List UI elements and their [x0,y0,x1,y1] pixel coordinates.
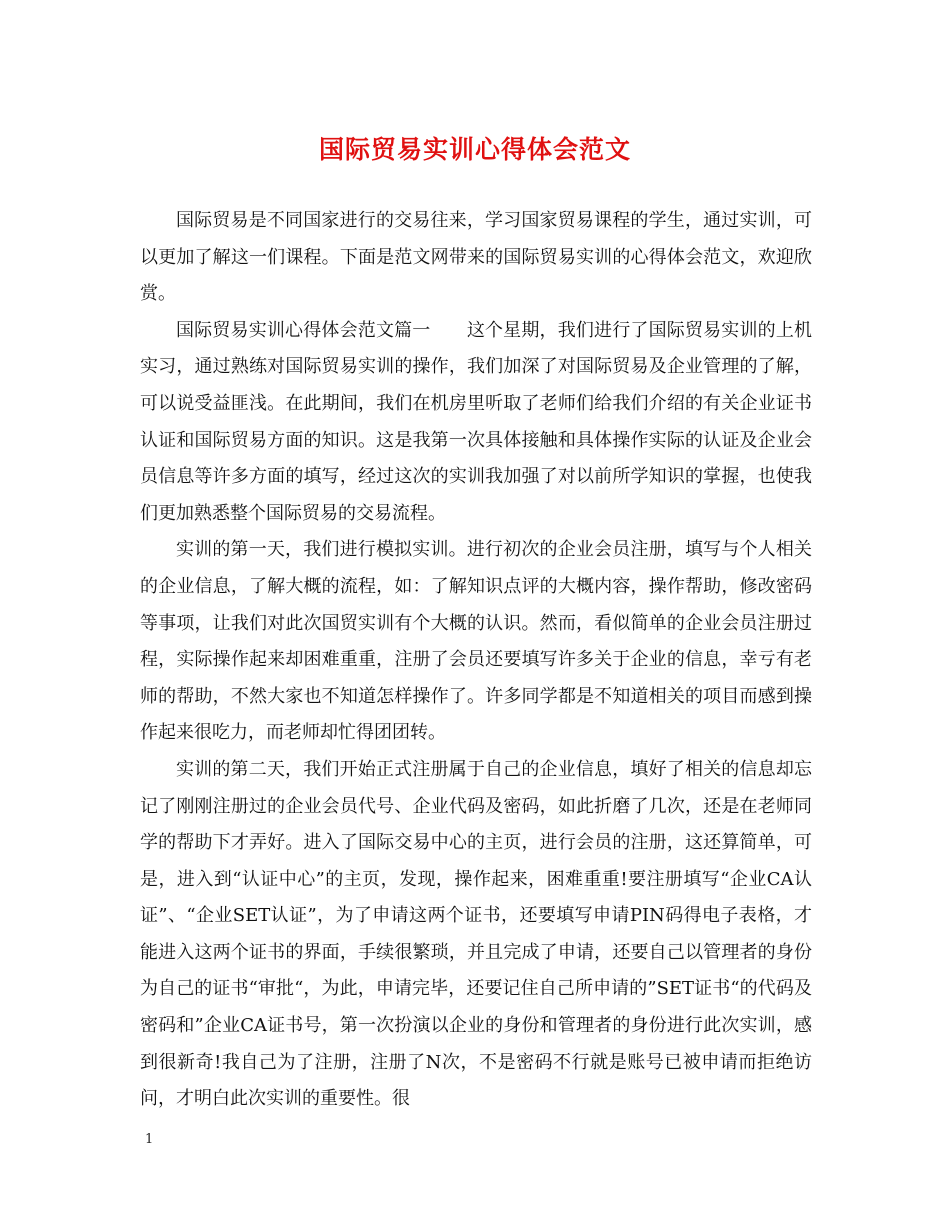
paragraph-essay-one: 国际贸易实训心得体会范文篇一 这个星期，我们进行了国际贸易实训的上机实习，通过熟练对国际贸易实训的操作，我们加深了对国际贸易及企业管理的了解，可以说受益匪浅。在此期间，我们在机房里听取了老师们给我们介绍的有关企业证书认证和国际贸易方面的知识。这是我第一次具体接触和具体操作实际的认证及企业会员信息等许多方面的填写，经过这次的实训我加强了对以前所学知识的掌握，也使我们更加熟悉整个国际贸易的交易流程。 [140,319,812,524]
page-number: 1 [145,1132,154,1147]
paragraph-day-two: 实训的第二天，我们开始正式注册属于自己的企业信息，填好了相关的信息却忘记了刚刚注册过的企业会员代号、企业代码及密码，如此折磨了几次，还是在老师同学的帮助下才弄好。进入了国际交易中心的主页，进行会员的注册，这还算简单，可是，进入到“认证中心”的主页，发现，操作起来，困难重重!要注册填写“企业CA认证”、“企业SET认证”，为了申请这两个证书，还要填写申请PIN码得电子表格，才能进入这两个证书的界面，手续很繁琐，并且完成了申请，还要自己以管理者的身份为自己的证书“审批“，为此，申请完毕，还要记住自己所申请的”SET证书“的代码及密码和”企业CA证书号，第一次扮演以企业的身份和管理者的身份进行此次实训，感到很新奇!我自己为了注册，注册了N次，不是密码不行就是账号已被申请而拒绝访问，才明白此次实训的重要性。很 [140,758,812,1110]
document-body [140,203,812,1118]
paragraph-day-one: 实训的第一天，我们进行模拟实训。进行初次的企业会员注册，填写与个人相关的企业信息，了解大概的流程，如：了解知识点评的大概内容，操作帮助，修改密码等事项，让我们对此次国贸实训有个大概的认识。然而，看似简单的企业会员注册过程，实际操作起来却困难重重，注册了会员还要填写许多关于企业的信息，幸亏有老师的帮助，不然大家也不知道怎样操作了。许多同学都是不知道相关的项目而感到操作起来很吃力，而老师却忙得团团转。 [140,539,812,744]
paragraph-intro: 国际贸易是不同国家进行的交易往来，学习国家贸易课程的学生，通过实训，可以更加了解这一们课程。下面是范文网带来的国际贸易实训的心得体会范文，欢迎欣赏。 [140,210,812,305]
document-title: 国际贸易实训心得体会范文 [318,135,631,164]
